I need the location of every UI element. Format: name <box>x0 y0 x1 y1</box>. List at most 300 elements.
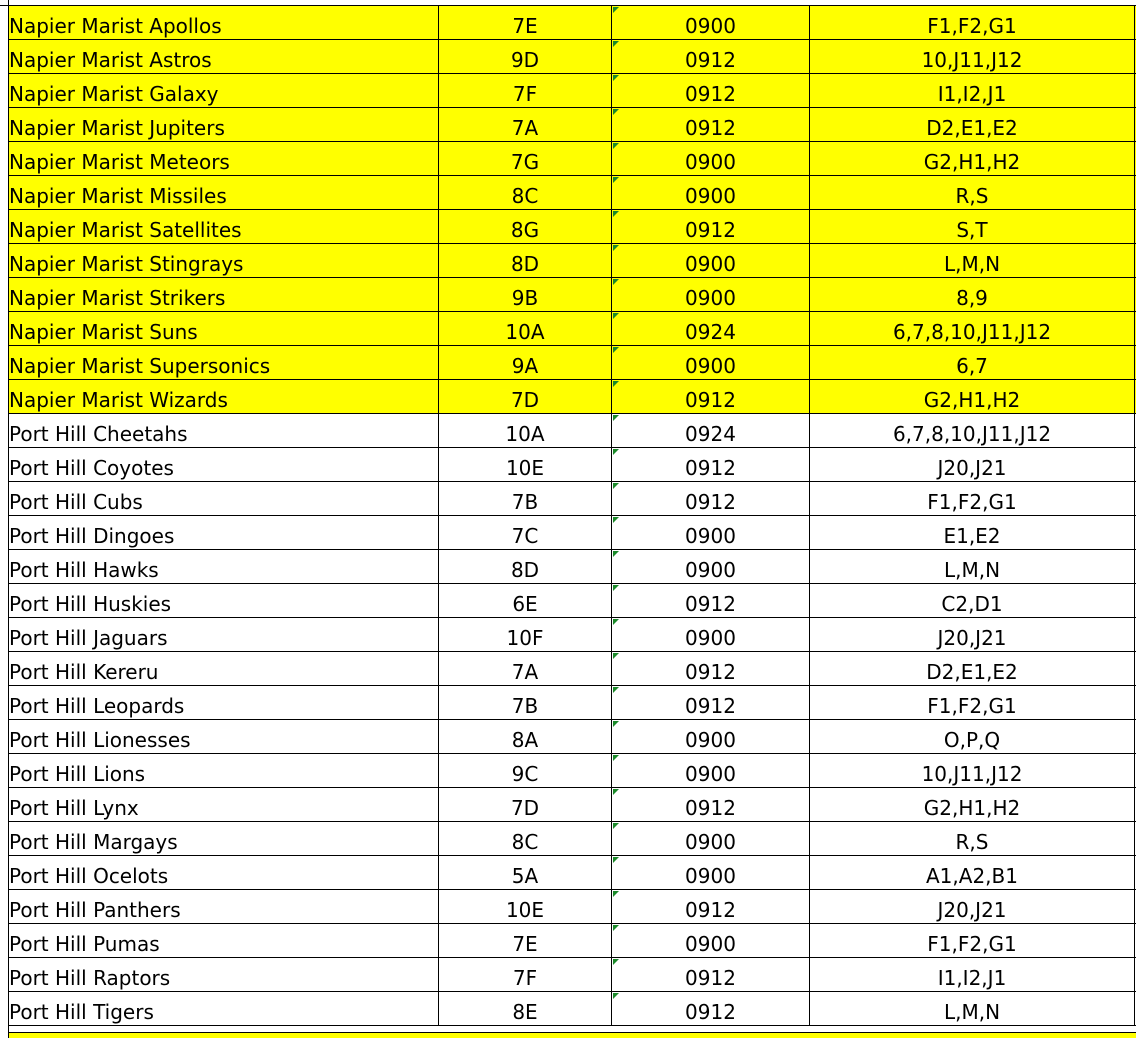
start-time-cell[interactable] <box>612 754 810 788</box>
start-time-cell-text: 0912 <box>685 116 736 140</box>
number-as-text-warning-icon[interactable] <box>613 755 619 761</box>
start-time-cell[interactable] <box>612 108 810 142</box>
start-time-cell[interactable] <box>612 618 810 652</box>
start-time-cell-text: 0924 <box>685 320 736 344</box>
rooms-cell-text: F1,F2,G1 <box>927 490 1017 514</box>
group-code-cell[interactable] <box>439 584 612 618</box>
team-name-cell[interactable] <box>9 992 439 1026</box>
start-time-cell[interactable] <box>612 652 810 686</box>
start-time-cell[interactable] <box>612 414 810 448</box>
start-time-cell-text: 0900 <box>685 864 736 888</box>
rooms-cell[interactable] <box>810 890 1135 924</box>
team-name-cell[interactable] <box>9 6 439 40</box>
start-time-cell-text: 0900 <box>685 728 736 752</box>
team-name-cell-text: Port Hill Lions <box>9 762 146 786</box>
rooms-cell[interactable] <box>810 6 1135 40</box>
rooms-cell-text: A1,A2,B1 <box>926 864 1018 888</box>
group-code-cell-text: 10E <box>505 456 545 480</box>
team-name-cell-text: Port Hill Raptors <box>9 966 171 990</box>
team-name-cell-text: Napier Marist Satellites <box>9 218 242 242</box>
rooms-cell[interactable] <box>810 822 1135 856</box>
rooms-cell[interactable] <box>810 924 1135 958</box>
table-body <box>9 6 1136 1026</box>
team-name-cell[interactable] <box>9 244 439 278</box>
team-name-cell-text: Napier Marist Jupiters <box>9 116 225 140</box>
group-code-cell-text: 10E <box>505 898 545 922</box>
table-row <box>9 822 1136 856</box>
rooms-cell[interactable] <box>810 856 1135 890</box>
rooms-cell-text: J20,J21 <box>937 456 1007 480</box>
group-code-cell-text: 9D <box>510 48 540 72</box>
team-name-cell-text: Port Hill Lynx <box>9 796 139 820</box>
table-row <box>9 924 1136 958</box>
group-code-cell-text: 8G <box>510 218 540 242</box>
rooms-cell[interactable] <box>810 516 1135 550</box>
group-code-cell-text: 5A <box>511 864 539 888</box>
rooms-cell-text: L,M,N <box>943 1000 1001 1024</box>
team-name-cell-text: Napier Marist Missiles <box>9 184 227 208</box>
rooms-cell-text: O,P,Q <box>943 728 1001 752</box>
group-code-cell-text: 9B <box>511 286 539 310</box>
rooms-cell-text: I1,I2,J1 <box>937 966 1007 990</box>
team-name-cell-text: Napier Marist Galaxy <box>9 82 219 106</box>
team-name-cell[interactable] <box>9 652 439 686</box>
rooms-cell[interactable] <box>810 652 1135 686</box>
start-time-cell-text: 0912 <box>685 796 736 820</box>
rooms-cell[interactable] <box>810 40 1135 74</box>
start-time-cell-text: 0900 <box>685 184 736 208</box>
team-name-cell-text: Port Hill Tigers <box>9 1000 154 1024</box>
start-time-cell-text: 0912 <box>685 694 736 718</box>
start-time-cell-text: 0912 <box>685 218 736 242</box>
group-code-cell[interactable] <box>439 924 612 958</box>
start-time-cell[interactable] <box>612 822 810 856</box>
group-code-cell[interactable] <box>439 40 612 74</box>
table-row <box>9 584 1136 618</box>
group-code-cell[interactable] <box>439 720 612 754</box>
rooms-cell-text: 6,7,8,10,J11,J12 <box>892 320 1052 344</box>
start-time-cell[interactable] <box>612 74 810 108</box>
start-time-cell[interactable] <box>612 924 810 958</box>
rooms-cell[interactable] <box>810 346 1135 380</box>
rooms-cell-text: F1,F2,G1 <box>927 14 1017 38</box>
group-code-cell-text: 10F <box>506 626 544 650</box>
rooms-cell-text: 10,J11,J12 <box>921 48 1023 72</box>
group-code-cell-text: 7E <box>512 932 538 956</box>
table-row <box>9 74 1136 108</box>
team-name-cell[interactable] <box>9 278 439 312</box>
rooms-cell-text: G2,H1,H2 <box>923 796 1021 820</box>
rooms-cell-text: R,S <box>955 830 989 854</box>
table-row <box>9 244 1136 278</box>
start-time-cell-text: 0924 <box>685 422 736 446</box>
table-row <box>9 346 1136 380</box>
start-time-cell-text: 0912 <box>685 898 736 922</box>
number-as-text-warning-icon[interactable] <box>613 517 619 523</box>
team-name-cell-text: Port Hill Cheetahs <box>9 422 188 446</box>
group-code-cell[interactable] <box>439 142 612 176</box>
team-name-cell-text: Napier Marist Apollos <box>9 14 222 38</box>
start-time-cell-text: 0900 <box>685 354 736 378</box>
group-code-cell-text: 7E <box>512 14 538 38</box>
team-name-cell[interactable] <box>9 380 439 414</box>
table-row <box>9 414 1136 448</box>
rooms-cell[interactable] <box>810 720 1135 754</box>
rooms-cell-text: G2,H1,H2 <box>923 150 1021 174</box>
rooms-cell[interactable] <box>810 176 1135 210</box>
team-name-cell-text: Napier Marist Supersonics <box>9 354 271 378</box>
rooms-cell-text: E1,E2 <box>943 524 1001 548</box>
rooms-cell[interactable] <box>810 448 1135 482</box>
group-code-cell[interactable] <box>439 210 612 244</box>
number-as-text-warning-icon[interactable] <box>613 619 619 625</box>
team-name-cell-text: Napier Marist Suns <box>9 320 198 344</box>
group-code-cell[interactable] <box>439 958 612 992</box>
group-code-cell[interactable] <box>439 278 612 312</box>
rooms-cell-text: 6,7 <box>956 354 988 378</box>
number-as-text-warning-icon[interactable] <box>613 143 619 149</box>
table-row <box>9 108 1136 142</box>
start-time-cell[interactable] <box>612 958 810 992</box>
rooms-cell[interactable] <box>810 74 1135 108</box>
table-row <box>9 788 1136 822</box>
rooms-cell[interactable] <box>810 210 1135 244</box>
start-time-cell[interactable] <box>612 176 810 210</box>
group-code-cell-text: 7A <box>511 116 539 140</box>
number-as-text-warning-icon[interactable] <box>613 653 619 659</box>
rooms-cell[interactable] <box>810 108 1135 142</box>
start-time-cell[interactable] <box>612 142 810 176</box>
table-row <box>9 482 1136 516</box>
start-time-cell[interactable] <box>612 720 810 754</box>
team-name-cell-text: Port Hill Kereru <box>9 660 159 684</box>
start-time-cell[interactable] <box>612 278 810 312</box>
rooms-cell[interactable] <box>810 958 1135 992</box>
group-code-cell-text: 7D <box>510 796 540 820</box>
group-code-cell[interactable] <box>439 516 612 550</box>
team-name-cell[interactable] <box>9 516 439 550</box>
number-as-text-warning-icon[interactable] <box>613 721 619 727</box>
table-row <box>9 720 1136 754</box>
table-row <box>9 686 1136 720</box>
number-as-text-warning-icon[interactable] <box>613 925 619 931</box>
team-name-cell-text: Port Hill Panthers <box>9 898 181 922</box>
team-name-cell-text: Port Hill Cubs <box>9 490 143 514</box>
team-name-cell-text: Port Hill Pumas <box>9 932 160 956</box>
number-as-text-warning-icon[interactable] <box>613 891 619 897</box>
team-name-cell[interactable] <box>9 176 439 210</box>
team-name-cell[interactable] <box>9 856 439 890</box>
team-name-cell-text: Port Hill Huskies <box>9 592 172 616</box>
group-code-cell-text: 7C <box>511 524 539 548</box>
group-code-cell-text: 8A <box>511 728 539 752</box>
number-as-text-warning-icon[interactable] <box>613 75 619 81</box>
rooms-cell-text: J20,J21 <box>937 898 1007 922</box>
start-time-cell[interactable] <box>612 890 810 924</box>
team-name-cell[interactable] <box>9 108 439 142</box>
start-time-cell-text: 0900 <box>685 932 736 956</box>
team-name-cell[interactable] <box>9 686 439 720</box>
number-as-text-warning-icon[interactable] <box>613 211 619 217</box>
table-row <box>9 448 1136 482</box>
table-row <box>9 142 1136 176</box>
group-code-cell[interactable] <box>439 856 612 890</box>
start-time-cell[interactable] <box>612 856 810 890</box>
rooms-cell-text: D2,E1,E2 <box>926 660 1018 684</box>
team-name-cell-text: Port Hill Margays <box>9 830 178 854</box>
start-time-cell-text: 0900 <box>685 150 736 174</box>
rooms-cell-text: 10,J11,J12 <box>921 762 1023 786</box>
table-row <box>9 312 1136 346</box>
rooms-cell-text: 8,9 <box>956 286 988 310</box>
start-time-cell[interactable] <box>612 516 810 550</box>
start-time-cell[interactable] <box>612 550 810 584</box>
table-row <box>9 992 1136 1026</box>
group-code-cell[interactable] <box>439 244 612 278</box>
next-row-edge <box>8 1032 1136 1038</box>
start-time-cell[interactable] <box>612 482 810 516</box>
number-as-text-warning-icon[interactable] <box>613 7 619 13</box>
rooms-cell[interactable] <box>810 550 1135 584</box>
number-as-text-warning-icon[interactable] <box>613 789 619 795</box>
rooms-cell[interactable] <box>810 380 1135 414</box>
team-name-cell[interactable] <box>9 346 439 380</box>
rooms-cell[interactable] <box>810 618 1135 652</box>
start-time-cell-text: 0912 <box>685 82 736 106</box>
number-as-text-warning-icon[interactable] <box>613 177 619 183</box>
rooms-cell-text: L,M,N <box>943 252 1001 276</box>
number-as-text-warning-icon[interactable] <box>613 959 619 965</box>
team-name-cell-text: Napier Marist Strikers <box>9 286 226 310</box>
group-code-cell-text: 7F <box>512 82 538 106</box>
group-code-cell-text: 8C <box>511 184 539 208</box>
group-code-cell[interactable] <box>439 414 612 448</box>
group-code-cell[interactable] <box>439 380 612 414</box>
team-name-cell[interactable] <box>9 414 439 448</box>
group-code-cell-text: 7B <box>511 490 539 514</box>
rooms-cell-text: D2,E1,E2 <box>926 116 1018 140</box>
group-code-cell[interactable] <box>439 788 612 822</box>
rooms-cell-text: I1,I2,J1 <box>937 82 1007 106</box>
team-name-cell-text: Port Hill Lionesses <box>9 728 191 752</box>
team-name-cell-text: Port Hill Jaguars <box>9 626 168 650</box>
team-name-cell[interactable] <box>9 448 439 482</box>
team-name-cell-text: Port Hill Leopards <box>9 694 185 718</box>
number-as-text-warning-icon[interactable] <box>613 347 619 353</box>
rooms-cell-text: 6,7,8,10,J11,J12 <box>892 422 1052 446</box>
group-code-cell[interactable] <box>439 448 612 482</box>
rooms-cell[interactable] <box>810 414 1135 448</box>
group-code-cell[interactable] <box>439 74 612 108</box>
team-name-cell[interactable] <box>9 550 439 584</box>
number-as-text-warning-icon[interactable] <box>613 823 619 829</box>
group-code-cell[interactable] <box>439 176 612 210</box>
rooms-cell-text: L,M,N <box>943 558 1001 582</box>
sheet-left-border <box>8 0 9 1038</box>
table-row <box>9 40 1136 74</box>
group-code-cell[interactable] <box>439 652 612 686</box>
team-name-cell-text: Port Hill Dingoes <box>9 524 175 548</box>
start-time-cell[interactable] <box>612 992 810 1026</box>
rooms-cell[interactable] <box>810 584 1135 618</box>
group-code-cell[interactable] <box>439 686 612 720</box>
group-code-cell[interactable] <box>439 992 612 1026</box>
team-name-cell[interactable] <box>9 754 439 788</box>
table-row <box>9 278 1136 312</box>
number-as-text-warning-icon[interactable] <box>613 585 619 591</box>
table-row <box>9 380 1136 414</box>
table-row <box>9 652 1136 686</box>
start-time-cell-text: 0912 <box>685 1000 736 1024</box>
start-time-cell-text: 0912 <box>685 490 736 514</box>
group-code-cell[interactable] <box>439 754 612 788</box>
rooms-cell[interactable] <box>810 686 1135 720</box>
start-time-cell-text: 0900 <box>685 762 736 786</box>
table-row <box>9 210 1136 244</box>
rooms-cell-text: J20,J21 <box>937 626 1007 650</box>
number-as-text-warning-icon[interactable] <box>613 483 619 489</box>
number-as-text-warning-icon[interactable] <box>613 857 619 863</box>
rooms-cell[interactable] <box>810 278 1135 312</box>
group-code-cell[interactable] <box>439 6 612 40</box>
team-name-cell-text: Napier Marist Astros <box>9 48 212 72</box>
team-name-cell-text: Port Hill Hawks <box>9 558 159 582</box>
group-code-cell-text: 6E <box>512 592 538 616</box>
start-time-cell[interactable] <box>612 788 810 822</box>
team-name-cell[interactable] <box>9 720 439 754</box>
team-name-cell[interactable] <box>9 584 439 618</box>
number-as-text-warning-icon[interactable] <box>613 41 619 47</box>
group-code-cell[interactable] <box>439 108 612 142</box>
group-code-cell-text: 8C <box>511 830 539 854</box>
table-row <box>9 176 1136 210</box>
team-name-cell-text: Napier Marist Stingrays <box>9 252 244 276</box>
rooms-cell[interactable] <box>810 754 1135 788</box>
rooms-cell[interactable] <box>810 142 1135 176</box>
start-time-cell-text: 0912 <box>685 456 736 480</box>
start-time-cell[interactable] <box>612 380 810 414</box>
start-time-cell[interactable] <box>612 584 810 618</box>
start-time-cell-text: 0912 <box>685 388 736 412</box>
start-time-cell[interactable] <box>612 244 810 278</box>
start-time-cell[interactable] <box>612 210 810 244</box>
rooms-cell[interactable] <box>810 482 1135 516</box>
group-code-cell[interactable] <box>439 550 612 584</box>
table-row <box>9 856 1136 890</box>
start-time-cell-text: 0900 <box>685 558 736 582</box>
number-as-text-warning-icon[interactable] <box>613 687 619 693</box>
group-code-cell-text: 8E <box>512 1000 538 1024</box>
table-row <box>9 958 1136 992</box>
group-code-cell[interactable] <box>439 312 612 346</box>
rooms-cell[interactable] <box>810 312 1135 346</box>
start-time-cell-text: 0912 <box>685 966 736 990</box>
number-as-text-warning-icon[interactable] <box>613 313 619 319</box>
team-name-cell[interactable] <box>9 482 439 516</box>
team-name-cell[interactable] <box>9 618 439 652</box>
group-code-cell-text: 9A <box>511 354 539 378</box>
start-time-cell[interactable] <box>612 40 810 74</box>
start-time-cell-text: 0900 <box>685 286 736 310</box>
start-time-cell-text: 0912 <box>685 660 736 684</box>
start-time-cell-text: 0912 <box>685 48 736 72</box>
rooms-cell-text: C2,D1 <box>941 592 1003 616</box>
number-as-text-warning-icon[interactable] <box>613 245 619 251</box>
rooms-cell-text: F1,F2,G1 <box>927 932 1017 956</box>
group-code-cell-text: 7F <box>512 966 538 990</box>
group-code-cell-text: 10A <box>505 422 545 446</box>
group-code-cell-text: 7B <box>511 694 539 718</box>
start-time-cell[interactable] <box>612 312 810 346</box>
team-name-cell[interactable] <box>9 958 439 992</box>
team-name-cell-text: Napier Marist Meteors <box>9 150 230 174</box>
number-as-text-warning-icon[interactable] <box>613 449 619 455</box>
group-code-cell-text: 7D <box>510 388 540 412</box>
table-row <box>9 890 1136 924</box>
team-name-cell[interactable] <box>9 142 439 176</box>
group-code-cell[interactable] <box>439 346 612 380</box>
team-name-cell[interactable] <box>9 210 439 244</box>
table-row <box>9 550 1136 584</box>
group-code-cell-text: 7A <box>511 660 539 684</box>
rooms-cell-text: R,S <box>955 184 989 208</box>
group-code-cell[interactable] <box>439 822 612 856</box>
number-as-text-warning-icon[interactable] <box>613 551 619 557</box>
team-name-cell[interactable] <box>9 312 439 346</box>
rooms-cell[interactable] <box>810 992 1135 1026</box>
group-code-cell-text: 9C <box>511 762 539 786</box>
team-name-cell[interactable] <box>9 890 439 924</box>
start-time-cell-text: 0900 <box>685 830 736 854</box>
number-as-text-warning-icon[interactable] <box>613 381 619 387</box>
group-code-cell[interactable] <box>439 890 612 924</box>
start-time-cell-text: 0900 <box>685 524 736 548</box>
start-time-cell-text: 0912 <box>685 592 736 616</box>
team-name-cell[interactable] <box>9 822 439 856</box>
team-name-cell[interactable] <box>9 40 439 74</box>
group-code-cell[interactable] <box>439 482 612 516</box>
team-schedule-table <box>8 5 1136 1026</box>
team-name-cell-text: Napier Marist Wizards <box>9 388 228 412</box>
group-code-cell-text: 10A <box>505 320 545 344</box>
start-time-cell[interactable] <box>612 448 810 482</box>
team-name-cell-text: Port Hill Ocelots <box>9 864 169 888</box>
table-row <box>9 516 1136 550</box>
number-as-text-warning-icon[interactable] <box>613 415 619 421</box>
team-name-cell[interactable] <box>9 924 439 958</box>
group-code-cell-text: 7G <box>510 150 540 174</box>
rooms-cell[interactable] <box>810 244 1135 278</box>
table-row <box>9 6 1136 40</box>
table-row <box>9 754 1136 788</box>
number-as-text-warning-icon[interactable] <box>613 279 619 285</box>
group-code-cell-text: 8D <box>510 558 540 582</box>
number-as-text-warning-icon[interactable] <box>613 109 619 115</box>
rooms-cell-text: F1,F2,G1 <box>927 694 1017 718</box>
team-name-cell-text: Port Hill Coyotes <box>9 456 174 480</box>
start-time-cell[interactable] <box>612 686 810 720</box>
start-time-cell-text: 0900 <box>685 626 736 650</box>
rooms-cell[interactable] <box>810 788 1135 822</box>
start-time-cell-text: 0900 <box>685 252 736 276</box>
team-name-cell[interactable] <box>9 74 439 108</box>
start-time-cell[interactable] <box>612 346 810 380</box>
team-name-cell[interactable] <box>9 788 439 822</box>
start-time-cell-text: 0900 <box>685 14 736 38</box>
number-as-text-warning-icon[interactable] <box>613 993 619 999</box>
group-code-cell[interactable] <box>439 618 612 652</box>
start-time-cell[interactable] <box>612 6 810 40</box>
